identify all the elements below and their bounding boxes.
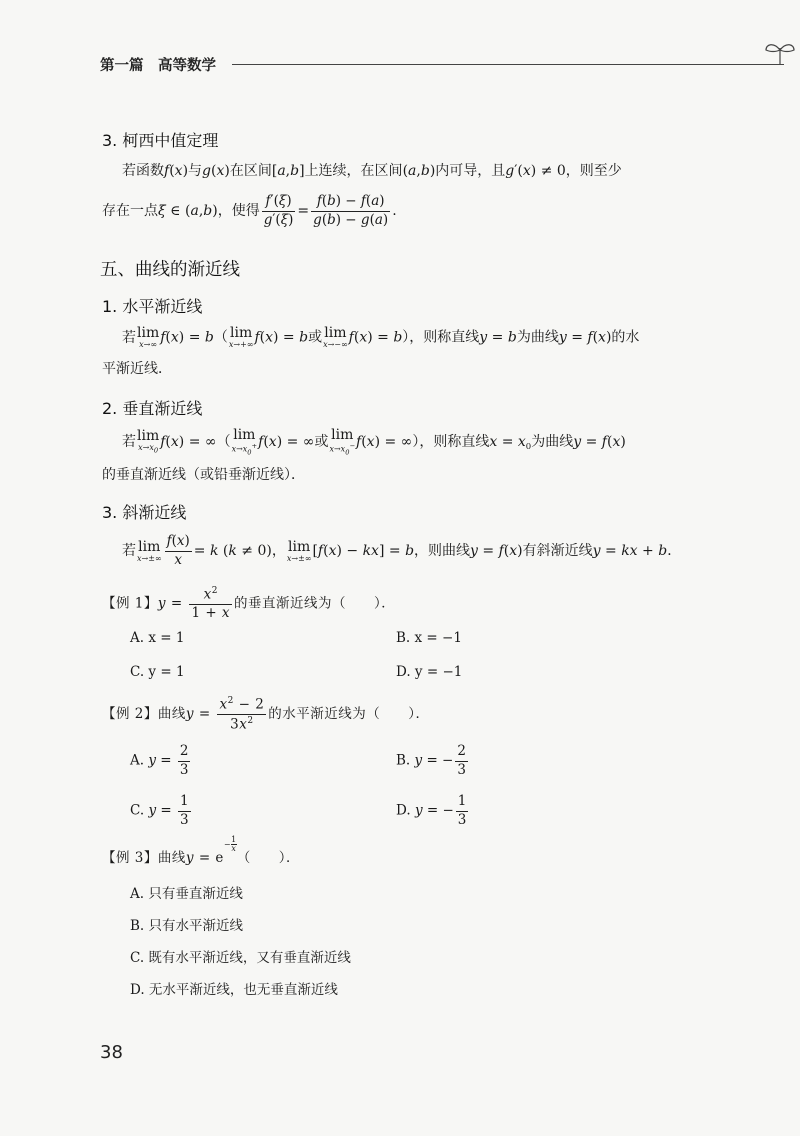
oblique-heading: 3. 斜渐近线 [102, 503, 187, 522]
example-2-question: 【例 2】曲线y = $\frac{x^2 - 2}{3x^2}$ 的水平渐近线为（ ）． [102, 696, 430, 733]
example-3-option-d: D. 无水平渐近线，也无垂直渐近线 [130, 982, 338, 998]
example-1-option-b: B. x = −1 [396, 630, 462, 646]
running-header [100, 52, 710, 76]
page-number: 38 [100, 1042, 123, 1063]
example-1-option-a: A. x = 1 [130, 630, 185, 646]
horizontal-heading: 1. 水平渐近线 [102, 297, 203, 316]
header-rule [232, 64, 784, 65]
example-3-option-a: A. 只有垂直渐近线 [130, 886, 243, 902]
oblique-line-1: 若 lim x→±∞ $\frac{f(x)}{x}$ = k (k ≠ 0)， lim x→±∞ [f(x) − kx] = b，则曲线y = f(x)有斜渐近线y = kx + b． [122, 533, 682, 568]
horizontal-line-2: 平渐近线． [102, 361, 172, 377]
vertical-line-1: 若 lim $x\to x_0$ f(x) = ∞（ lim $x\to x_0^+$ f(x) = ∞或 lim $x\to x_0^-$ f(x) = ∞），则称直线$x = x_0$为曲线y = f(x) [122, 427, 626, 457]
example-1-question: 【例 1】y = $\frac{x^2}{1 + x}$ 的垂直渐近线为（ ）． [102, 586, 396, 622]
example-1-option-c: C. y = 1 [130, 664, 185, 680]
example-3-option-c: C. 既有水平渐近线，又有垂直渐近线 [130, 950, 351, 966]
example-2-option-d: D. y = − $\frac{1}{3}$ [396, 793, 467, 828]
example-3-question: 【例 3】曲线y = e− $\frac{1}{x}$ （ ）． [102, 835, 300, 866]
vertical-line-2: 的垂直渐近线（或铅垂渐近线）． [102, 467, 305, 483]
horizontal-line-1: 若 lim x→∞ f(x) = b（ lim x→+∞ f(x) = b或 lim x→−∞ f(x) = b），则称直线y = b为曲线y = f(x)的水 [122, 325, 640, 349]
example-3-option-b: B. 只有水平渐近线 [130, 918, 244, 934]
example-2-option-b: B. y = − $\frac{2}{3}$ [396, 743, 466, 778]
cauchy-fraction-left: $\frac{f'(\xi)}{g'(\xi)}$ [263, 193, 294, 228]
cauchy-line-1: 若函数f(x)与g(x)在区间[a,b]上连续，在区间(a,b)内可导，且g′(x) ≠ 0，则至少 [122, 163, 622, 179]
example-2-option-a: A. y = $\frac{2}{3}$ [130, 743, 189, 778]
example-2-option-c: C. y = $\frac{1}{3}$ [130, 793, 189, 828]
sprout-icon [760, 38, 800, 68]
cauchy-fraction-right: $\frac{f(b) - f(a)}{g(b) - g(a)}$ [313, 193, 389, 228]
cauchy-line-2: 存在一点ξ ∈ (a,b)，使得 $\frac{f'(\xi)}{g'(\xi)}$ = $\frac{f(b) - f(a)}{g(b) - g(a)}$ . [102, 193, 397, 228]
section-heading: 五、曲线的渐近线 [100, 260, 240, 280]
cauchy-heading: 3. 柯西中值定理 [102, 131, 219, 150]
example-1-option-d: D. y = −1 [396, 664, 463, 680]
vertical-heading: 2. 垂直渐近线 [102, 399, 203, 418]
header-title: 第一篇 高等数学 [100, 58, 216, 74]
